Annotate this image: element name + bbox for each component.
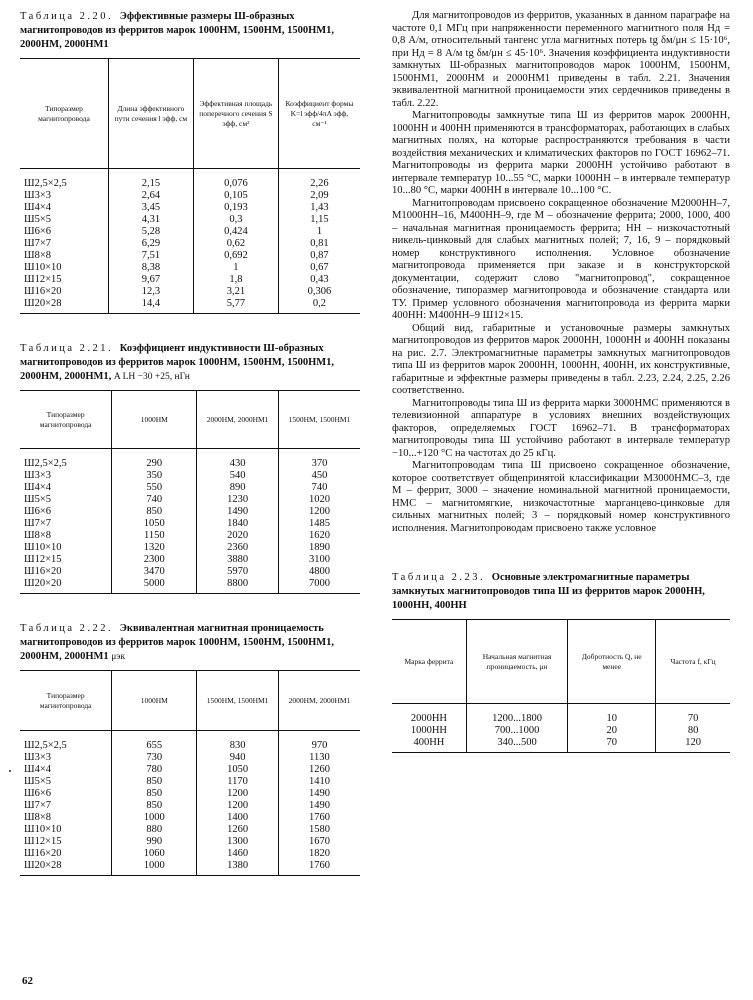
column-header: Типоразмер магнитопровода — [39, 409, 92, 429]
cell: 0,3 — [193, 214, 278, 226]
cell: Ш6×6 — [24, 226, 52, 237]
cell: 2000НН — [410, 713, 448, 724]
cell: 12,3 — [108, 286, 193, 298]
cell: 7000 — [278, 578, 360, 594]
cell: 780 — [112, 764, 197, 776]
table-2-22-title: Эквивалентная магнитная проницаемость магнитопроводов из ферритов марок 1000НМ, 1500НМ, 1500НМ1, 2000НМ, 2000НМ1 — [20, 623, 335, 662]
cell: 1490 — [197, 506, 279, 518]
cell: 1490 — [278, 788, 360, 800]
table-2-22-label: Таблица 2.22. — [20, 623, 114, 634]
cell: Ш20×28 — [20, 860, 112, 876]
cell: 970 — [278, 731, 360, 753]
cell: 0,105 — [193, 190, 278, 202]
cell: 0,193 — [193, 202, 278, 214]
table-2-23-caption — [392, 571, 730, 613]
cell: 1580 — [278, 824, 360, 836]
cell: Ш3×3 — [24, 190, 52, 201]
cell: 890 — [197, 482, 279, 494]
right-column — [392, 10, 730, 753]
cell: 1 — [278, 226, 360, 238]
table-row — [20, 274, 360, 286]
table-row — [20, 449, 360, 471]
cell: 70 — [656, 704, 730, 726]
paragraph: Общий вид, габаритные и установочные размеры замкнутых магнитопроводов из ферритов марок 2000НН, 1000НН и 400НН показаны на рис. 2.7. Электромагнитные параметры замкнутых магнитопроводов типа Ш из ферритов марок 2000НН, 1000НН, 400НН, их конструктивные, габаритные и эффектные размеры приведены в табл. 2.23, 2.24, 2.25, 2.26 соответственно. — [392, 322, 730, 396]
table-row — [20, 812, 360, 824]
table-2-22-symbol: μэк — [111, 652, 126, 662]
column-header: Типоразмер магнитопровода — [39, 690, 92, 710]
cell: 1060 — [112, 848, 197, 860]
table-row — [20, 752, 360, 764]
cell: 1200 — [197, 788, 279, 800]
cell: 1260 — [278, 764, 360, 776]
cell: 655 — [112, 731, 197, 753]
table-2-20-label: Таблица 2.20. — [20, 11, 114, 22]
table-row — [392, 725, 730, 737]
cell: 1400 — [197, 812, 279, 824]
table-2-21-section — [20, 342, 360, 594]
cell: Ш2,5×2,5 — [24, 178, 67, 189]
cell: 1,8 — [193, 274, 278, 286]
cell: 5,28 — [108, 226, 193, 238]
cell: 850 — [112, 506, 197, 518]
cell: Ш4×4 — [24, 482, 52, 493]
cell: 1380 — [197, 860, 279, 876]
cell: 0,87 — [278, 250, 360, 262]
cell: 850 — [112, 776, 197, 788]
cell: 3,45 — [108, 202, 193, 214]
table-row — [20, 848, 360, 860]
table-2-20 — [20, 58, 360, 314]
column-header: Эффективная площадь поперечного сечения S эфф, см² — [193, 59, 278, 169]
column-header: 2000НМ, 2000НМ1 — [197, 391, 279, 449]
scan-speck — [9, 770, 11, 772]
table-row — [20, 554, 360, 566]
table-row — [20, 494, 360, 506]
table-2-21 — [20, 390, 360, 594]
cell: 20 — [568, 725, 656, 737]
column-header: Начальная магнитная проницаемость, μн — [466, 620, 567, 704]
table-row — [20, 566, 360, 578]
table-row — [20, 262, 360, 274]
cell: Ш3×3 — [24, 470, 52, 481]
cell: Ш5×5 — [24, 494, 52, 505]
table-2-23-section — [392, 571, 730, 753]
cell: 1170 — [197, 776, 279, 788]
table-row — [20, 788, 360, 800]
cell: 1485 — [278, 518, 360, 530]
cell: Ш2,5×2,5 — [24, 740, 67, 751]
column-header: Длина эффективного пути сечения l эфф, см — [108, 59, 193, 169]
table-2-21-title: Коэффициент индуктивности Ш-образных магнитопроводов из ферритов марок 1000НМ, 1500НМ, 1500НМ1, 2000НМ, 2000НМ1, — [20, 343, 335, 382]
table-2-20-caption — [20, 10, 360, 52]
table-2-23-title: Основные электромагнитные параметры замкнутых магнитопроводов типа Ш из ферритов марок 2000НН, 1000НН, 400НН — [392, 572, 705, 611]
cell: Ш16×20 — [24, 848, 62, 859]
paragraph: Магнитопроводы замкнутые типа Ш из ферритов марок 2000НН, 1000НН и 400НН применяются в трансформаторах, работающих в слабых магнитных полях, на которые распространяются требования в части воздействия механических и климатических факторов по ГОСТ 16962–71. Магнитопроводы из феррита марки 2000НН устойчиво работают в интервале температур 10...55 °С, марки 1000НН – в интервале температур 10...80 °С, марки 400НН в интервале 10...100 °С. — [392, 110, 730, 196]
cell: 0,692 — [193, 250, 278, 262]
cell: 1320 — [112, 542, 197, 554]
cell: 1000 — [112, 860, 197, 876]
table-row — [20, 482, 360, 494]
cell: 1150 — [112, 530, 197, 542]
cell: Ш16×20 — [24, 566, 62, 577]
table-row — [20, 226, 360, 238]
cell: 1490 — [278, 800, 360, 812]
table-row — [20, 800, 360, 812]
cell: 1130 — [278, 752, 360, 764]
cell: 5,77 — [193, 298, 278, 314]
cell: Ш8×8 — [24, 530, 52, 541]
cell: 1760 — [278, 860, 360, 876]
table-row — [20, 542, 360, 554]
table-2-21-units: A LH −30 +25, нГн — [113, 372, 190, 382]
cell: 1050 — [197, 764, 279, 776]
column-header: Типоразмер магнитопровода — [38, 103, 90, 123]
cell: 1820 — [278, 848, 360, 860]
table-row — [20, 470, 360, 482]
cell: Ш20×28 — [20, 298, 108, 314]
cell: 1300 — [197, 836, 279, 848]
cell: 2,15 — [108, 169, 193, 191]
cell: 8,38 — [108, 262, 193, 274]
table-row — [20, 764, 360, 776]
table-row — [20, 190, 360, 202]
column-header: Частота f, кГц — [656, 620, 730, 704]
table-row — [20, 202, 360, 214]
table-2-23-label: Таблица 2.23. — [392, 572, 486, 583]
paragraph: Магнитопроводам типа Ш присвоено сокращенное обозначение, которое соответствует общепринятой классификации М3000НМС–3, где М – феррит, 3000 – значение номинальной магнитной проницаемости, НМС – магнитомягкие, низкочастотные марганцево-цинковые для сильных магнитных полей; 3 – порядковый номер конструктивного исполнения. Магнитопроводам присвоено также условное — [392, 460, 730, 534]
table-header-row — [20, 59, 360, 169]
cell: 5000 — [112, 578, 197, 594]
cell: 1,15 — [278, 214, 360, 226]
table-row — [392, 737, 730, 753]
cell: Ш6×6 — [24, 506, 52, 517]
cell: 5970 — [197, 566, 279, 578]
table-row — [20, 578, 360, 594]
cell: 370 — [278, 449, 360, 471]
cell: Ш12×15 — [24, 554, 62, 565]
cell: Ш6×6 — [24, 788, 52, 799]
table-2-21-caption — [20, 342, 360, 384]
cell: 6,29 — [108, 238, 193, 250]
body-text — [392, 10, 730, 535]
cell: Ш8×8 — [24, 812, 52, 823]
table-2-20-title: Эффективные размеры Ш-образных магнитопроводов из ферритов марок 1000НМ, 1500НМ, 1500НМ1, 2000НМ, 2000НМ1 — [20, 11, 335, 50]
cell: 1230 — [197, 494, 279, 506]
table-2-20-section — [20, 10, 360, 314]
cell: 80 — [656, 725, 730, 737]
cell: Ш8×8 — [24, 250, 52, 261]
cell: 4,31 — [108, 214, 193, 226]
page-number: 62 — [22, 975, 33, 987]
column-header: Добротность Q, не менее — [568, 620, 656, 704]
table-row — [20, 298, 360, 314]
cell: 1000НН — [410, 725, 448, 736]
table-row — [20, 286, 360, 298]
cell: 4800 — [278, 566, 360, 578]
cell: 540 — [197, 470, 279, 482]
cell: 1260 — [197, 824, 279, 836]
cell: 350 — [112, 470, 197, 482]
cell: 1200 — [278, 506, 360, 518]
column-header: Марка феррита — [404, 656, 454, 666]
table-row — [20, 169, 360, 191]
cell: 1840 — [197, 518, 279, 530]
table-row — [20, 506, 360, 518]
cell: 740 — [278, 482, 360, 494]
cell: Ш10×10 — [24, 262, 62, 273]
column-header: 1500НМ, 1500НМ1 — [197, 671, 279, 731]
cell: 1020 — [278, 494, 360, 506]
cell: 1 — [193, 262, 278, 274]
cell: 1050 — [112, 518, 197, 530]
cell: 1460 — [197, 848, 279, 860]
table-row — [20, 731, 360, 753]
cell: Ш7×7 — [24, 800, 52, 811]
cell: 0,424 — [193, 226, 278, 238]
cell: 740 — [112, 494, 197, 506]
cell: 990 — [112, 836, 197, 848]
cell: Ш5×5 — [24, 776, 52, 787]
cell: 1200 — [197, 800, 279, 812]
column-header: Коэффициент формы K=l эфф/4πA эфф, см⁻¹ — [278, 59, 360, 169]
table-row — [20, 214, 360, 226]
cell: Ш5×5 — [24, 214, 52, 225]
cell: 340...500 — [466, 737, 567, 753]
cell: 850 — [112, 800, 197, 812]
table-2-22 — [20, 670, 360, 876]
table-header-row — [20, 391, 360, 449]
table-row — [20, 860, 360, 876]
cell: 3880 — [197, 554, 279, 566]
cell: 10 — [568, 704, 656, 726]
cell: 9,67 — [108, 274, 193, 286]
cell: 3470 — [112, 566, 197, 578]
cell: Ш7×7 — [24, 518, 52, 529]
cell: 700...1000 — [466, 725, 567, 737]
table-row — [20, 530, 360, 542]
table-2-21-label: Таблица 2.21. — [20, 343, 114, 354]
table-row — [20, 238, 360, 250]
cell: 2300 — [112, 554, 197, 566]
cell: 1670 — [278, 836, 360, 848]
table-header-row — [392, 620, 730, 704]
cell: 1200...1800 — [466, 704, 567, 726]
cell: 850 — [112, 788, 197, 800]
cell: 2,09 — [278, 190, 360, 202]
cell: 8800 — [197, 578, 279, 594]
cell: 430 — [197, 449, 279, 471]
cell: Ш12×15 — [24, 836, 62, 847]
cell: 1760 — [278, 812, 360, 824]
cell: 450 — [278, 470, 360, 482]
cell: 730 — [112, 752, 197, 764]
paragraph: Магнитопроводы типа Ш из феррита марки 3000НМС применяются в телевизионной аппаратуре в условиях внешних воздействующих факторов, определяемых ГОСТ 16962–71. В трансформаторах магнитопроводы типа Ш устойчиво работают в интервале температур −10...+120 °С на частотах до 25 кГц. — [392, 397, 730, 459]
table-row — [20, 824, 360, 836]
cell: 120 — [656, 737, 730, 753]
cell: 3,21 — [193, 286, 278, 298]
table-row — [20, 518, 360, 530]
cell: 400НН — [392, 737, 466, 753]
table-2-22-caption — [20, 622, 360, 664]
cell: Ш16×20 — [24, 286, 62, 297]
cell: 1000 — [112, 812, 197, 824]
cell: Ш10×10 — [24, 542, 62, 553]
cell: Ш2,5×2,5 — [24, 458, 67, 469]
column-header: 1000НМ — [112, 391, 197, 449]
paragraph: Магнитопроводам присвоено сокращенное обозначение М2000НН–7, М1000НН–16, М400НН–9, где М – обозначение феррита; 2000, 1000, 400 – начальная магнитная проницаемость феррита; НН – низкочастотный никель-цинковый для слабых магнитных полей; 7, 16, 9 – порядковый номер конструктивного исполнения. Условное обозначение магнитопровода применяется при заказе и в конструкторской документации, содержит слово "магнитопровод", сокращенное обозначение, типоразмер магнитопровода и обозначение стандарта или ТУ. Пример условного обозначения магнитопровода из феррита марки 400НН: М400НН–9 Ш12×15. — [392, 197, 730, 321]
column-header: 1500НМ, 1500НМ1 — [278, 391, 360, 449]
cell: 1,43 — [278, 202, 360, 214]
cell: 14,4 — [108, 298, 193, 314]
cell: 0,43 — [278, 274, 360, 286]
cell: 2020 — [197, 530, 279, 542]
cell: 2,26 — [278, 169, 360, 191]
cell: 0,67 — [278, 262, 360, 274]
left-column — [20, 10, 360, 876]
cell: 1890 — [278, 542, 360, 554]
cell: 940 — [197, 752, 279, 764]
cell: 2360 — [197, 542, 279, 554]
cell: 0,81 — [278, 238, 360, 250]
cell: 880 — [112, 824, 197, 836]
cell: Ш4×4 — [24, 764, 52, 775]
table-row — [392, 704, 730, 726]
cell: 7,51 — [108, 250, 193, 262]
cell: 70 — [568, 737, 656, 753]
table-2-22-section — [20, 622, 360, 876]
cell: Ш3×3 — [24, 752, 52, 763]
cell: Ш7×7 — [24, 238, 52, 249]
column-header: 1000НМ — [112, 671, 197, 731]
column-header: 2000НМ, 2000НМ1 — [278, 671, 360, 731]
cell: 0,076 — [193, 169, 278, 191]
paragraph: Для магнитопроводов из ферритов, указанных в данном параграфе на частоте 0,1 МГц при напряженности переменного магнитного поля Hд = 0,8 А/м, относительный тангенс угла магнитных потерь tg δм/μн ≤ 15·10⁶, при Hд = 8 А/м tg δм/μн ≤ 45·10⁶. Значения коэффициента индуктивности замкнутых Ш-образных магнитопроводов марок 1000НМ, 1500НМ, 1500НМ1, 2000НМ и 2000НМ1 приведены в табл. 2.21. Значения эквивалентной магнитной проницаемости этих сердечников приведены в табл. 2.22. — [392, 10, 730, 109]
cell: 290 — [112, 449, 197, 471]
cell: 830 — [197, 731, 279, 753]
table-row — [20, 836, 360, 848]
cell: 3100 — [278, 554, 360, 566]
cell: 0,2 — [278, 298, 360, 314]
cell: Ш10×10 — [24, 824, 62, 835]
cell: Ш12×15 — [24, 274, 62, 285]
cell: 1620 — [278, 530, 360, 542]
cell: 0,306 — [278, 286, 360, 298]
cell: Ш4×4 — [24, 202, 52, 213]
cell: 0,62 — [193, 238, 278, 250]
table-2-23 — [392, 619, 730, 753]
table-header-row — [20, 671, 360, 731]
cell: 550 — [112, 482, 197, 494]
cell: 1410 — [278, 776, 360, 788]
cell: Ш20×20 — [20, 578, 112, 594]
cell: 2,64 — [108, 190, 193, 202]
table-row — [20, 776, 360, 788]
table-row — [20, 250, 360, 262]
